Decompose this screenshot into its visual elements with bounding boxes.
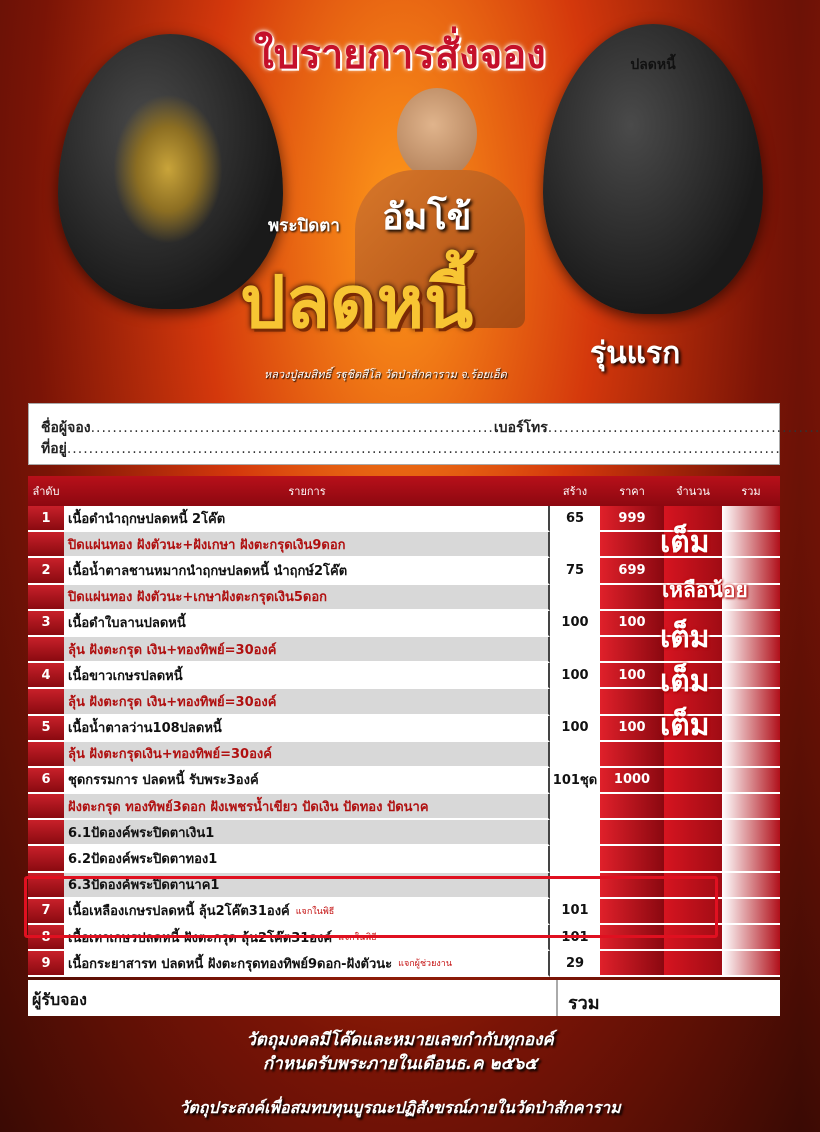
row-price (600, 585, 664, 611)
row-price (600, 951, 664, 977)
row-total (722, 689, 780, 715)
row-number (28, 532, 64, 558)
row-price: 699 (600, 558, 664, 584)
header-item: รายการ (288, 485, 326, 498)
first-edition-label: รุ่นแรก (590, 336, 681, 371)
row-created-qty (550, 820, 600, 846)
row-created-qty: 100 (550, 611, 600, 637)
row-total (722, 506, 780, 532)
poster-header (0, 0, 800, 395)
row-created-qty: 75 (550, 558, 600, 584)
row-item-text: เนื้อเทาเกษรปลดหนี้ ฝังตะกรุด ลุ้น2โค๊ต31องค์ (68, 930, 333, 946)
orderer-info-box (28, 403, 820, 465)
footer-line-2: กำหนดรับพระภายในเดือนธ.ค ๒๕๖๕ (262, 1054, 538, 1074)
table-row (28, 951, 780, 977)
row-item-text: เนื้อดำใบลานปลดหนี้ (68, 616, 186, 632)
row-item-text: เนื้อเหลืองเกษรปลดหนี้ ลุ้น2โค๊ต31องค์ (68, 904, 290, 920)
row-created-qty (550, 846, 600, 872)
row-total (722, 925, 780, 951)
row-note: แจกในพิธี (338, 933, 377, 944)
orderer-dots: .......................................................................... (90, 420, 494, 436)
row-number: 7 (28, 899, 64, 925)
row-item (64, 873, 550, 899)
row-item (64, 846, 550, 872)
row-number (28, 637, 64, 663)
header-amount: จำนวน (676, 485, 710, 498)
row-created-qty: 29 (550, 951, 600, 977)
row-number: 6 (28, 768, 64, 794)
row-item (64, 820, 550, 846)
table-header (28, 476, 780, 506)
row-price (600, 820, 664, 846)
row-price: 1000 (600, 768, 664, 794)
row-price (600, 899, 664, 925)
row-price (600, 532, 664, 558)
row-amount-input[interactable] (664, 899, 722, 925)
row-note: แจกในพิธี (295, 906, 335, 917)
row-item (64, 532, 550, 558)
row-total (722, 716, 780, 742)
row-total (722, 873, 780, 899)
receiver-label[interactable]: ผู้รับจอง (28, 980, 558, 1016)
status-full-5: เต็ม (660, 708, 710, 743)
row-total (722, 768, 780, 794)
row-number: 9 (28, 951, 64, 977)
row-price: 100 (600, 716, 664, 742)
row-created-qty: 100 (550, 716, 600, 742)
row-created-qty (550, 532, 600, 558)
row-item-text: เนื้อดำนำฤกษปลดหนี้ 2โค๊ต (68, 511, 226, 527)
row-created-qty (550, 637, 600, 663)
row-item-text: ลุ้น ฝังตะกรุดเงิน+ทองทิพย์=30องค์ (68, 747, 272, 763)
header-no: ลำดับ (32, 485, 60, 498)
page-title: ใบรายการสั่งจอง (254, 31, 546, 78)
row-created-qty: 101 (550, 925, 600, 951)
table-row (28, 873, 780, 899)
address-label: ที่อยู่ (41, 441, 67, 457)
row-total (722, 794, 780, 820)
row-item-text: ชุดกรรมการ ปลดหนี้ รับพระ3องค์ (68, 773, 259, 789)
row-number (28, 846, 64, 872)
table-row (28, 899, 780, 925)
address-dots: ................................................................................................................................... (66, 441, 781, 457)
header-created: สร้าง (562, 485, 588, 498)
row-price (600, 742, 664, 768)
row-number: 5 (28, 716, 64, 742)
row-total (722, 532, 780, 558)
row-item (64, 742, 550, 768)
row-number: 3 (28, 611, 64, 637)
row-number (28, 820, 64, 846)
row-item-text: ลุ้น ฝังตะกรุด เงิน+ทองทิพย์=30องค์ (68, 642, 277, 658)
subtitle-name: อัมโข้ (382, 197, 472, 238)
status-full-4: เต็ม (660, 664, 710, 699)
row-number: 2 (28, 558, 64, 584)
row-item (64, 506, 550, 532)
row-created-qty: 101ชุด (550, 768, 600, 794)
header-caption: หลวงปู่สมสิทธิ์ รฐุชิตสีโล วัดป่าสักคาราม จ.ร้อยเอ็ด (264, 368, 507, 381)
row-amount-input[interactable] (664, 794, 722, 820)
status-low-2: เหลือน้อย (662, 578, 748, 602)
table-row (28, 820, 780, 846)
row-note: แจกผู้ช่วยงาน (398, 959, 452, 970)
monk-head (397, 88, 477, 180)
row-price (600, 689, 664, 715)
row-item (64, 663, 550, 689)
row-total (722, 663, 780, 689)
row-price: 100 (600, 611, 664, 637)
row-item (64, 585, 550, 611)
row-item (64, 611, 550, 637)
orderer-row[interactable] (41, 418, 820, 439)
edition-name: ปลดหนี้ (240, 259, 474, 344)
row-total (722, 820, 780, 846)
row-total (722, 742, 780, 768)
address-row[interactable] (41, 439, 781, 460)
row-total (722, 951, 780, 977)
row-item-text: เนื้อน้ำตาลชานหมากนำฤกษปลดหนี้ นำฤกษ์2โค๊ต (68, 563, 348, 579)
row-created-qty (550, 794, 600, 820)
row-item-text: เนื้อน้ำตาลว่าน108ปลดหนี้ (68, 721, 222, 737)
row-item (64, 689, 550, 715)
subtitle-small: พระปิดตา (268, 216, 340, 236)
table-row (28, 846, 780, 872)
footer-line-1: วัตถุมงคลมีโค๊ดและหมายเลขกำกับทุกองค์ (246, 1030, 554, 1050)
row-created-qty (550, 873, 600, 899)
row-created-qty: 100 (550, 663, 600, 689)
row-amount-input[interactable] (664, 820, 722, 846)
row-number: 8 (28, 925, 64, 951)
row-item-text: ลุ้น ฝังตะกรุด เงิน+ทองทิพย์=30องค์ (68, 694, 277, 710)
row-item-text: เนื้อกระยาสารท ปลดหนี้ ฝังตะกรุดทองทิพย์9ดอก-ฝังตัวนะ (68, 956, 393, 972)
row-item-text: ปิดแผ่นทอง ฝังตัวนะ+เกษาฝังตะกรุดเงิน5ดอก (68, 590, 328, 606)
row-item (64, 925, 550, 951)
row-price (600, 925, 664, 951)
total-label: รวม (568, 993, 600, 1014)
table-row (28, 768, 780, 794)
row-item-text: ปิดแผ่นทอง ฝังตัวนะ+ฝังเกษา ฝังตะกรุดเงิน9ดอก (68, 537, 346, 553)
phone-dots: .................................................. (547, 420, 820, 436)
row-created-qty (550, 742, 600, 768)
row-amount-input[interactable] (664, 873, 722, 899)
row-number (28, 794, 64, 820)
row-total (722, 899, 780, 925)
row-price: 999 (600, 506, 664, 532)
amulet-right-label: ปลดหนี้ (630, 57, 676, 73)
footer-line-3: วัตถุประสงค์เพื่อสมทบทุนบูรณะปฏิสังขรณ์ภายในวัดป่าสักคาราม (179, 1098, 621, 1117)
row-item (64, 558, 550, 584)
row-item (64, 637, 550, 663)
row-item-text: 6.3ปัดองค์พระปิดตานาค1 (68, 878, 220, 894)
row-number (28, 742, 64, 768)
row-total (722, 637, 780, 663)
row-item-text: 6.1ปัดองค์พระปิดตาเงิน1 (68, 825, 215, 841)
row-created-qty: 101 (550, 899, 600, 925)
row-total (722, 846, 780, 872)
row-number (28, 585, 64, 611)
header-price: ราคา (619, 485, 645, 498)
row-item (64, 716, 550, 742)
row-number (28, 689, 64, 715)
row-item-text: เนื้อขาวเกษรปลดหนี้ (68, 668, 183, 684)
row-item (64, 899, 550, 925)
orderer-label: ชื่อผู้จอง (41, 420, 91, 436)
table-row (28, 794, 780, 820)
row-price (600, 873, 664, 899)
phone-label: เบอร์โทร (493, 420, 548, 436)
row-created-qty: 65 (550, 506, 600, 532)
row-price (600, 846, 664, 872)
row-item (64, 794, 550, 820)
row-number: 1 (28, 506, 64, 532)
row-item (64, 768, 550, 794)
row-amount-input[interactable] (664, 925, 722, 951)
signature-row (28, 980, 780, 1016)
header-total: รวม (741, 485, 761, 498)
row-amount-input[interactable] (664, 768, 722, 794)
row-total (722, 611, 780, 637)
status-full-3: เต็ม (660, 620, 710, 655)
row-price (600, 794, 664, 820)
row-price (600, 637, 664, 663)
row-amount-input[interactable] (664, 846, 722, 872)
row-amount-input[interactable] (664, 951, 722, 977)
table-row (28, 925, 780, 951)
row-created-qty (550, 689, 600, 715)
row-number: 4 (28, 663, 64, 689)
row-item (64, 951, 550, 977)
row-number (28, 873, 64, 899)
status-full-1: เต็ม (660, 525, 710, 560)
row-item-text: 6.2ปัดองค์พระปิดตาทอง1 (68, 852, 218, 868)
row-price: 100 (600, 663, 664, 689)
row-item-text: ฝังตะกรุด ทองทิพย์3ดอก ฝังเพชรน้ำเขียว ปัดเงิน ปัดทอง ปัดนาค (68, 799, 429, 815)
row-created-qty (550, 585, 600, 611)
